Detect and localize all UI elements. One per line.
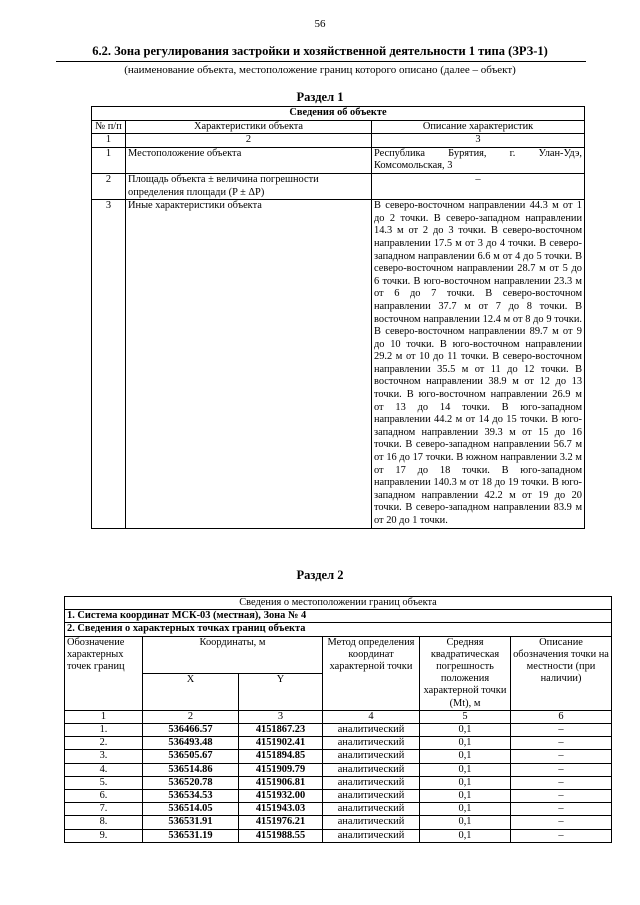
method: аналитический [323,829,420,842]
y-coordinate: 4151867.23 [239,724,323,737]
y-header: Y [239,673,323,710]
title-underline [56,61,586,62]
column-number: 5 [420,710,511,723]
table-row [92,147,585,173]
x-coordinate: 536520.78 [143,776,239,789]
column-number: 4 [323,710,420,723]
method: аналитический [323,776,420,789]
point-id: 7. [65,803,143,816]
y-coordinate: 4151976.21 [239,816,323,829]
y-coordinate: 4151906.81 [239,776,323,789]
mean-error: 0,1 [420,790,511,803]
object-info-title: Сведения об объекте [92,107,585,121]
table-row [65,776,612,789]
zone-title: 6.2. Зона регулирования застройки и хозяйственной деятельности 1 типа (ЗРЗ-1) [92,44,548,58]
table-row [65,829,612,842]
method: аналитический [323,724,420,737]
mean-error: 0,1 [420,803,511,816]
row-number: 2 [92,173,126,199]
point-id: 4. [65,763,143,776]
characteristic-name: Местоположение объекта [126,147,372,173]
point-id: 2. [65,737,143,750]
mean-error: 0,1 [420,776,511,789]
column-number: 2 [143,710,239,723]
method: аналитический [323,790,420,803]
column-header: Описание характеристик [372,120,585,134]
column-number: 3 [239,710,323,723]
point-description: – [511,763,612,776]
point-description: – [511,790,612,803]
y-coordinate: 4151902.41 [239,737,323,750]
characteristic-value: В северо-восточном направлении 44.3 м от 1 до 2 точки. В северо-западном направлении 14.3 м от 2 до 3 точки. В северо-восточном направлении 17.5 м от 3 до 4 точки. В северо-западном направлении 6.6 м от 4 до 5 точки. В северо-восточном направлении 28.7 м от 5 до 6 точки. В юго-восточном направлении 23.3 м от 6 до 7 точки. В северо-восточном направлении 37.7 м от 7 до 8 точки. В восточном направлении 12.4 м от 8 до 9 точки. В северо-восточном направлении 89.7 м от 9 до 10 точки. В юго-восточном направлении 29.2 м от 10 до 11 точки. В северо-восточном направлении 35.5 м от 11 до 12 точки. В восточном направлении 38.9 м от 12 до 13 точки. В юго-восточном направлении 26.9 м от 13 до 14 точки. В юго-западном направлении 44.2 м от 14 до 15 точки. В юго-западном направлении 39.3 м от 15 до 16 точки. В северо-западном направлении 56.7 м от 16 до 17 точки. В южном направлении 3.2 м от 17 до 18 точки. В юго-западном направлении 140.3 м от 18 до 19 точки. В юго-западном направлении 42.2 м от 19 до 20 точки. В северо-западном направлении 83.9 м от 20 до 1 точки. [372,200,585,528]
method: аналитический [323,816,420,829]
point-description: – [511,776,612,789]
x-coordinate: 536534.53 [143,790,239,803]
x-coordinate: 536493.48 [143,737,239,750]
column-number: 6 [511,710,612,723]
description-header: Описание обозначения точки на местности (при наличии) [511,636,612,710]
y-coordinate: 4151932.00 [239,790,323,803]
page-number: 56 [314,18,326,30]
mean-error: 0,1 [420,724,511,737]
x-header: X [143,673,239,710]
table-row [65,763,612,776]
y-coordinate: 4151909.79 [239,763,323,776]
point-description: – [511,816,612,829]
point-id: 5. [65,776,143,789]
point-description: – [511,829,612,842]
point-id: 8. [65,816,143,829]
x-coordinate: 536531.91 [143,816,239,829]
table-row [65,750,612,763]
table-row [92,173,585,199]
mean-error: 0,1 [420,750,511,763]
column-header: Характеристики объекта [126,120,372,134]
point-description: – [511,803,612,816]
column-number: 1 [65,710,143,723]
method-header: Метод определения координат характерной точки [323,636,420,710]
column-number: 3 [372,134,585,148]
column-header: № п/п [92,120,126,134]
coordinates-header: Координаты, м [143,636,323,673]
y-coordinate: 4151943.03 [239,803,323,816]
row-number: 3 [92,200,126,528]
y-coordinate: 4151894.85 [239,750,323,763]
table-row [65,790,612,803]
points-section-title: 2. Сведения о характерных точках границ объекта [65,623,612,636]
column-number: 2 [126,134,372,148]
column-number: 1 [92,134,126,148]
x-coordinate: 536514.05 [143,803,239,816]
table-row [65,737,612,750]
designation-header: Обозначение характерных точек границ [65,636,143,710]
x-coordinate: 536531.19 [143,829,239,842]
mean-error: 0,1 [420,816,511,829]
method: аналитический [323,763,420,776]
x-coordinate: 536514.86 [143,763,239,776]
mean-error: 0,1 [420,829,511,842]
section1-heading: Раздел 1 [296,90,344,104]
characteristic-value: – [372,173,585,199]
mean-error: 0,1 [420,763,511,776]
method: аналитический [323,737,420,750]
table-row [65,816,612,829]
point-id: 9. [65,829,143,842]
point-description: – [511,724,612,737]
point-id: 6. [65,790,143,803]
table-row [65,724,612,737]
y-coordinate: 4151988.55 [239,829,323,842]
x-coordinate: 536505.67 [143,750,239,763]
x-coordinate: 536466.57 [143,724,239,737]
boundary-points-table [64,596,612,843]
characteristic-name: Площадь объекта ± величина погрешности определения площади (P ± ΔP) [126,173,372,199]
method: аналитический [323,803,420,816]
coordinate-system: 1. Система координат МСК-03 (местная), Зона № 4 [65,610,612,623]
table-row [65,803,612,816]
point-id: 3. [65,750,143,763]
point-id: 1. [65,724,143,737]
error-header: Средняя квадратическая погрешность положения характерной точки (Mt), м [420,636,511,710]
characteristic-name: Иные характеристики объекта [126,200,372,528]
object-info-table [91,106,585,529]
point-description: – [511,737,612,750]
row-number: 1 [92,147,126,173]
zone-subtitle: (наименование объекта, местоположение границ которого описано (далее – объект) [124,64,516,76]
mean-error: 0,1 [420,737,511,750]
table-row [92,200,585,528]
boundary-table-title: Сведения о местоположении границ объекта [65,597,612,610]
characteristic-value: Республика Бурятия, г. Улан-Удэ, Комсомольская, 3 [372,147,585,173]
section2-heading: Раздел 2 [296,568,344,582]
method: аналитический [323,750,420,763]
point-description: – [511,750,612,763]
